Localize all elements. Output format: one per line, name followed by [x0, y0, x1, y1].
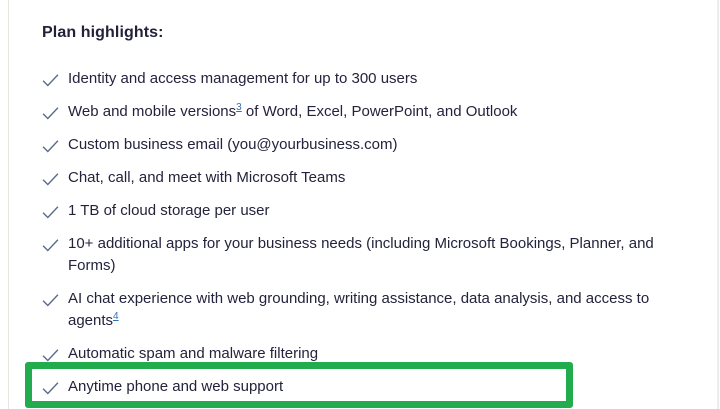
plan-highlights-list [42, 68, 690, 398]
check-icon [42, 200, 59, 222]
plan-feature-text: Identity and access management for up to 300 users [68, 70, 418, 87]
card-right-edge [717, 0, 719, 409]
plan-highlights-heading: Plan highlights: [42, 24, 164, 41]
check-icon [42, 343, 59, 365]
plan-feature-text: Anytime phone and web support [68, 378, 284, 395]
plan-feature-item [42, 101, 690, 123]
check-icon [42, 288, 59, 310]
plan-feature-item [42, 200, 690, 222]
plan-feature-item [42, 134, 690, 156]
plan-feature-item [42, 167, 690, 189]
plan-feature-text: Chat, call, and meet with Microsoft Teams [68, 169, 346, 186]
check-icon [42, 68, 59, 90]
plan-feature-text: Web and mobile versions$^3$ of Word, Excel, PowerPoint, and Outlook [68, 102, 518, 120]
plan-feature-text: 10+ additional apps for your business needs (including Microsoft Bookings, Planner, and Forms) [68, 235, 654, 274]
footnote-link-4[interactable]: 4 [113, 311, 119, 322]
plan-feature-text: Custom business email (you@yourbusiness.com) [68, 136, 398, 153]
plan-feature-item [42, 233, 690, 277]
plan-feature-item [42, 288, 690, 332]
check-icon [42, 134, 59, 156]
footnote-link-3[interactable]: 3 [236, 102, 242, 113]
check-icon [42, 233, 59, 255]
plan-feature-item [42, 376, 690, 398]
plan-highlights-section [42, 22, 690, 409]
plan-feature-item [42, 343, 690, 365]
plan-feature-text: AI chat experience with web grounding, writing assistance, data analysis, and access to agents$^4$ [68, 290, 650, 329]
plan-feature-text: Automatic spam and malware filtering [68, 345, 319, 362]
check-icon [42, 376, 59, 398]
plan-feature-item [42, 68, 690, 90]
plan-feature-text: 1 TB of cloud storage per user [68, 202, 270, 219]
card-left-edge [8, 0, 9, 409]
check-icon [42, 101, 59, 123]
check-icon [42, 167, 59, 189]
